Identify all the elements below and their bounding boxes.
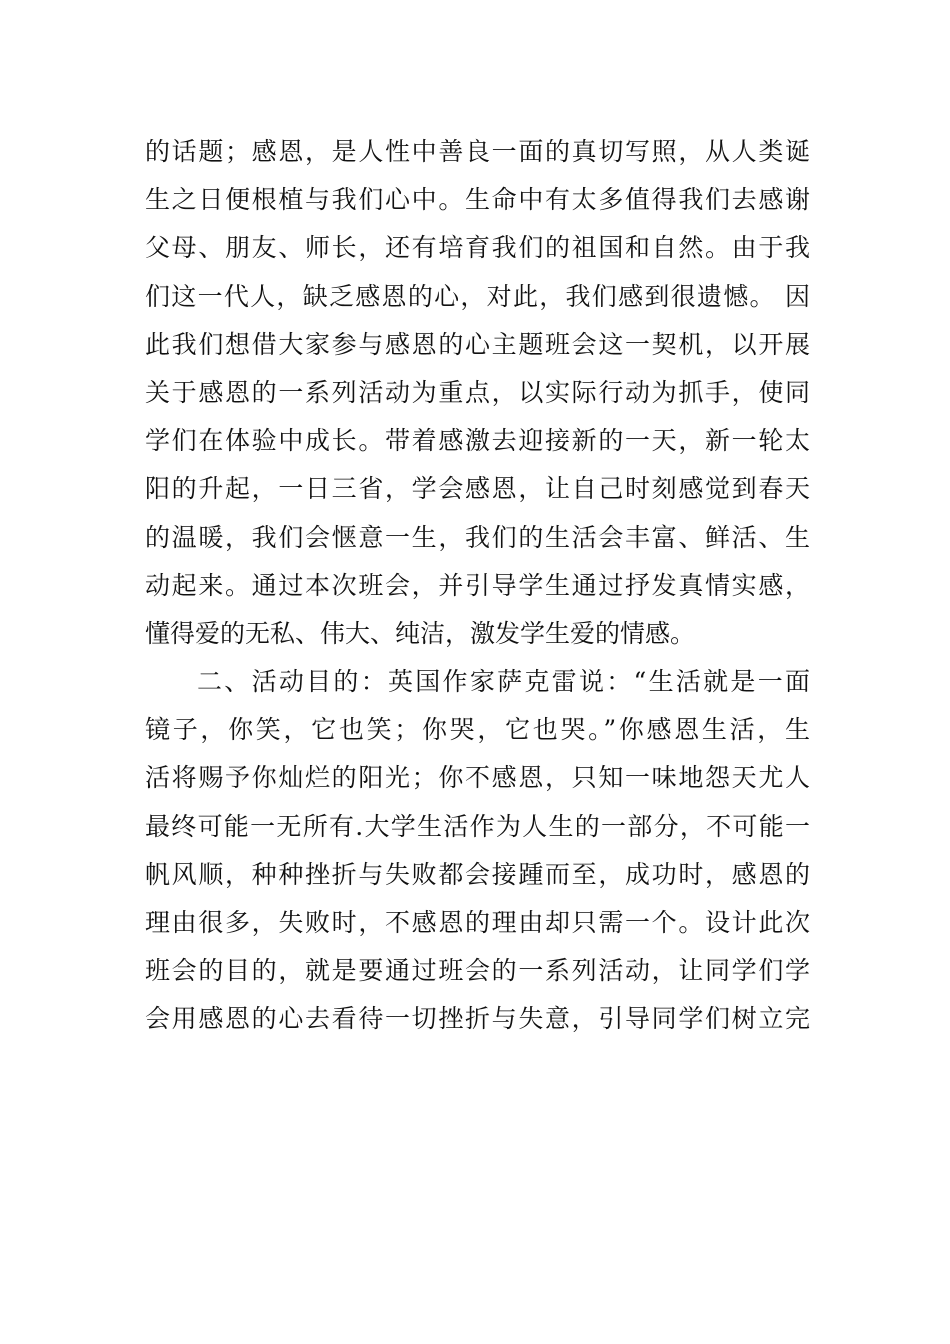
text-line: 最终可能一无所有.大学生活作为人生的一部分，不可能一: [145, 811, 810, 841]
text-line: 父母、朋友、师长，还有培育我们的祖国和自然。由于我: [145, 233, 810, 263]
text-line: 班会的目的，就是要通过班会的一系列活动，让同学们学: [145, 956, 810, 986]
text-line: 的话题；感恩，是人性中善良一面的真切写照，从人类诞: [145, 137, 810, 166]
text-line: 会用感恩的心去看待一切挫折与失意，引导同学们树立完: [145, 1004, 810, 1034]
paragraph-end-line: 懂得爱的无私、伟大、纯洁，激发学生爱的情感。: [145, 618, 696, 648]
text-line: 活将赐予你灿烂的阳光；你不感恩，只知一味地怨天尤人: [145, 763, 810, 793]
text-line: 学们在体验中成长。带着感激去迎接新的一天，新一轮太: [145, 426, 810, 456]
paragraph-start-line: 二、活动目的：英国作家萨克雷说：“生活就是一面: [197, 667, 810, 697]
text-line: 们这一代人，缺乏感恩的心，对此，我们感到很遗憾。 因: [145, 281, 810, 311]
body-text: [145, 128, 810, 1044]
text-line: 此我们想借大家参与感恩的心主题班会这一契机，以开展: [145, 329, 810, 359]
text-line: 理由很多，失败时，不感恩的理由却只需一个。设计此次: [145, 908, 810, 937]
text-line: 帆风顺，种种挫折与失败都会接踵而至，成功时，感恩的: [145, 859, 810, 889]
text-line: 生之日便根植与我们心中。生命中有太多值得我们去感谢: [145, 185, 810, 215]
text-line: 关于感恩的一系列活动为重点，以实际行动为抓手，使同: [145, 377, 810, 407]
text-line: 阳的升起，一日三省，学会感恩，让自己时刻感觉到春天: [145, 474, 810, 504]
text-line: 的温暖，我们会惬意一生，我们的生活会丰富、鲜活、生: [145, 522, 810, 552]
text-line: 镜子，你笑，它也笑；你哭，它也哭。”你感恩生活，生: [145, 715, 810, 745]
text-line: 动起来。通过本次班会，并引导学生通过抒发真情实感，: [145, 570, 810, 600]
